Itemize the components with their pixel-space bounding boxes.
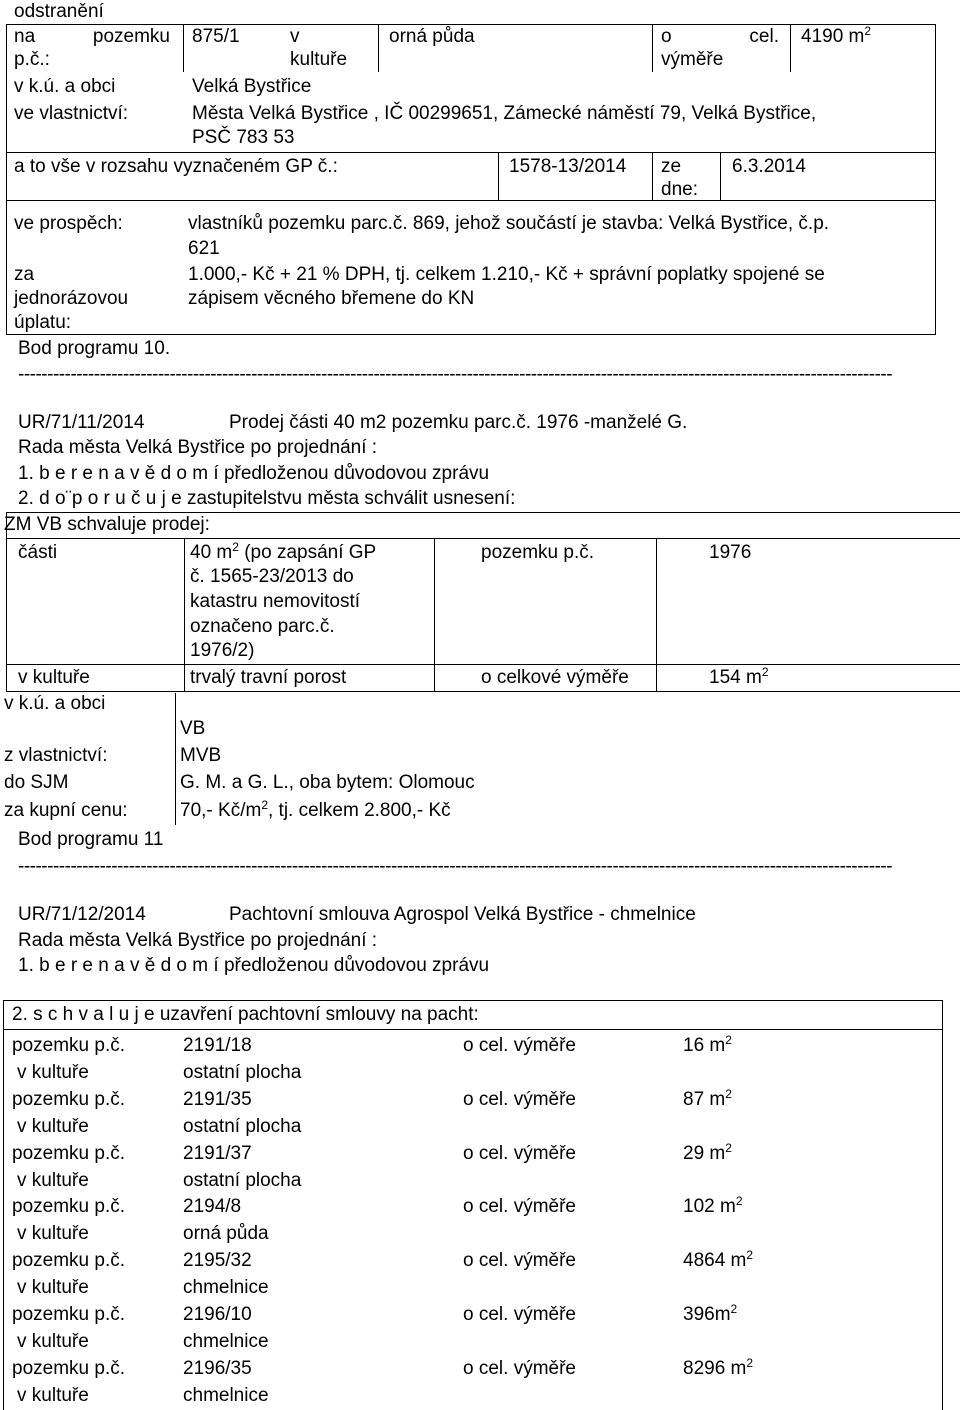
vymere-label: o cel. výměře bbox=[463, 1089, 576, 1110]
benefit-value-2: 621 bbox=[188, 238, 220, 259]
area-gp-line-5: 1976/2) bbox=[190, 640, 255, 661]
culture-value: ostatní plocha bbox=[183, 1170, 302, 1191]
pozemku-pc-label: pozemku p.č. bbox=[12, 1035, 125, 1056]
divider bbox=[6, 691, 960, 692]
culture-value: ostatní plocha bbox=[183, 1116, 302, 1137]
divider bbox=[6, 200, 936, 201]
kulture-label: kultuře bbox=[290, 49, 348, 70]
rada-line: Rada města Velká Bystřice po projednání : bbox=[18, 930, 378, 951]
culture-value: ostatní plocha bbox=[183, 1062, 302, 1083]
resolution-code: UR/71/11/2014 bbox=[18, 412, 145, 433]
ku-label: v k.ú. a obci bbox=[4, 693, 106, 714]
bod-programu-10: Bod programu 10. bbox=[18, 338, 171, 359]
pc-label: p.č.: bbox=[14, 49, 50, 70]
area-gp-line-4: označeno parc.č. bbox=[190, 616, 335, 637]
divider bbox=[720, 152, 721, 200]
owner-label: z vlastnictví: bbox=[4, 745, 108, 766]
culture-value: orná půda bbox=[389, 26, 475, 47]
benefit-value-1: vlastníků pozemku parc.č. 869, jehož součástí je stavba: Velká Bystřice, č.p. bbox=[188, 213, 830, 234]
divider bbox=[6, 664, 960, 665]
item-1: 1. b e r e n a v ě d o m í předloženou důvodovou zprávu bbox=[18, 955, 490, 976]
parcel-number: 2191/37 bbox=[183, 1143, 252, 1164]
divider bbox=[498, 152, 499, 200]
v-kulture-label: v kultuře bbox=[17, 1385, 89, 1406]
gp-label: a to vše v rozsahu vyznačeném GP č.: bbox=[14, 156, 338, 177]
pay-label-1: za bbox=[14, 264, 35, 285]
o-cel-label: o cel. bbox=[661, 26, 779, 47]
culture-value: orná půda bbox=[183, 1223, 269, 1244]
parcel-number: 2196/10 bbox=[183, 1304, 252, 1325]
vymere-label: o cel. výměře bbox=[463, 1304, 576, 1325]
pozemku-pc-label: pozemku p.č. bbox=[12, 1250, 125, 1271]
resolution-title: Pachtovní smlouva Agrospol Velká Bystřice - chmelnice bbox=[229, 904, 696, 925]
price-value: 70,- $Kč/m^2$, tj. celkem 2.800,- Kč bbox=[180, 798, 451, 821]
dne-label: dne: bbox=[661, 179, 698, 200]
culture-value: chmelnice bbox=[183, 1277, 269, 1298]
top-label: odstranění bbox=[14, 1, 104, 22]
pozemku-pc-label: pozemku p.č. bbox=[12, 1143, 125, 1164]
divider bbox=[183, 24, 184, 72]
parcel-number: 2191/18 bbox=[183, 1035, 252, 1056]
ku-value: VB bbox=[180, 718, 206, 739]
resolution-title: Prodej části 40 m2 pozemku parc.č. 1976 -manželé G. bbox=[229, 412, 688, 433]
culture-value: trvalý travní porost bbox=[190, 667, 347, 688]
divider bbox=[6, 152, 936, 153]
divider bbox=[184, 538, 185, 692]
ze-label: ze bbox=[661, 156, 682, 177]
divider bbox=[175, 693, 176, 825]
pozemku-pc-label: pozemku p.č. bbox=[12, 1304, 125, 1325]
na-pozemku-label: na pozemku bbox=[14, 26, 170, 47]
divider bbox=[378, 24, 379, 72]
vymere-label: výměře bbox=[661, 49, 724, 70]
divider bbox=[6, 512, 7, 692]
vymere-label: o cel. výměře bbox=[463, 1143, 576, 1164]
v-kulture-label: v kultuře bbox=[17, 1116, 89, 1137]
area-value: 16 $m^2$ bbox=[683, 1033, 732, 1056]
parcel-number: 875/1 bbox=[192, 26, 240, 47]
v-kulture-label: v kultuře bbox=[18, 667, 90, 688]
area-value: 102 $m^2$ bbox=[683, 1194, 743, 1217]
divider bbox=[652, 152, 653, 200]
area-gp-line-2: č. 1565-23/2013 do bbox=[190, 566, 354, 587]
owner-label: ve vlastnictví: bbox=[14, 103, 129, 124]
total-area: 154 $m^2$ bbox=[709, 665, 769, 688]
item-2: 2. d o¨p o r u č u j e zastupitelstvu města schválit usnesení: bbox=[18, 488, 516, 509]
culture-value: chmelnice bbox=[183, 1385, 269, 1406]
owner-value-1: Města Velká Bystřice , IČ 00299651, Zámecké náměstí 79, Velká Bystřice, bbox=[192, 103, 817, 124]
parcel-number: 2194/8 bbox=[183, 1196, 242, 1217]
pozemku-pc-label: pozemku p.č. bbox=[481, 542, 594, 563]
divider bbox=[434, 538, 435, 692]
celkove-label: o celkové výměře bbox=[481, 667, 629, 688]
v-kulture-label: v kultuře bbox=[17, 1170, 89, 1191]
v-label: v bbox=[290, 26, 300, 47]
parcel-number: 2191/35 bbox=[183, 1089, 252, 1110]
pozemku-pc-label: pozemku p.č. bbox=[12, 1089, 125, 1110]
casti-label: části bbox=[18, 542, 58, 563]
area-value: 8296 $m^2$ bbox=[683, 1356, 754, 1379]
pozemku-pc-label: pozemku p.č. bbox=[12, 1196, 125, 1217]
rada-line: Rada města Velká Bystřice po projednání : bbox=[18, 437, 378, 458]
bod-programu-11: Bod programu 11 bbox=[18, 829, 164, 850]
sjm-value: G. M. a G. L., oba bytem: Olomouc bbox=[180, 772, 475, 793]
area-gp-line-3: katastru nemovitostí bbox=[190, 591, 361, 612]
item-1: 1. b e r e n a v ě d o m í předloženou důvodovou zprávu bbox=[18, 463, 490, 484]
area-value: 4190 $m^2$ bbox=[801, 24, 872, 47]
v-kulture-label: v kultuře bbox=[17, 1331, 89, 1352]
pay-label-3: úplatu: bbox=[14, 312, 72, 333]
area-value: $396m^2$ bbox=[683, 1302, 738, 1325]
parcel-number: 1976 bbox=[709, 542, 752, 563]
dash-separator: ------------------------------------------------------------------------------------------------------------------------------------------------------ bbox=[18, 364, 893, 385]
vymere-label: o cel. výměře bbox=[463, 1250, 576, 1271]
divider bbox=[656, 538, 657, 692]
pay-value-2: zápisem věcného břemene do KN bbox=[188, 288, 475, 309]
ku-label: v k.ú. a obci bbox=[14, 76, 116, 97]
pay-value-1: 1.000,- Kč + 21 % DPH, tj. celkem 1.210,- Kč + správní poplatky spojené se bbox=[188, 264, 825, 285]
divider bbox=[3, 1029, 943, 1030]
parcel-number: 2195/32 bbox=[183, 1250, 252, 1271]
pozemku-pc-label: pozemku p.č. bbox=[12, 1358, 125, 1379]
ku-value: Velká Bystřice bbox=[192, 76, 312, 97]
divider bbox=[652, 24, 653, 72]
benefit-label: ve prospěch: bbox=[14, 213, 123, 234]
vymere-label: o cel. výměře bbox=[463, 1035, 576, 1056]
area-value: 29 $m^2$ bbox=[683, 1141, 732, 1164]
culture-value: chmelnice bbox=[183, 1331, 269, 1352]
pay-label-2: jednorázovou bbox=[14, 288, 129, 309]
v-kulture-label: v kultuře bbox=[17, 1223, 89, 1244]
gp-value: 1578-13/2014 bbox=[509, 156, 627, 177]
divider bbox=[6, 512, 960, 513]
vymere-label: o cel. výměře bbox=[463, 1358, 576, 1379]
resolution-code: UR/71/12/2014 bbox=[18, 904, 146, 925]
dash-separator: ------------------------------------------------------------------------------------------------------------------------------------------------------ bbox=[18, 856, 893, 877]
price-label: za kupní cenu: bbox=[4, 800, 128, 821]
date-value: 6.3.2014 bbox=[732, 156, 806, 177]
area-value: 4864 $m^2$ bbox=[683, 1248, 754, 1271]
vymere-label: o cel. výměře bbox=[463, 1196, 576, 1217]
divider bbox=[6, 538, 960, 539]
parcel-number: 2196/35 bbox=[183, 1358, 252, 1379]
sjm-label: do SJM bbox=[4, 772, 69, 793]
owner-value: MVB bbox=[180, 745, 222, 766]
divider bbox=[790, 24, 791, 72]
area-value: 87 $m^2$ bbox=[683, 1087, 732, 1110]
v-kulture-label: v kultuře bbox=[17, 1277, 89, 1298]
area-gp-line-1: 40 $m^2$ (po zapsání GP bbox=[190, 540, 377, 563]
v-kulture-label: v kultuře bbox=[17, 1062, 89, 1083]
item-2: 2. s c h v a l u j e uzavření pachtovní smlouvy na pacht: bbox=[12, 1004, 479, 1025]
zm-line: ZM VB schvaluje prodej: bbox=[4, 514, 210, 535]
owner-value-2: PSČ 783 53 bbox=[192, 127, 295, 148]
